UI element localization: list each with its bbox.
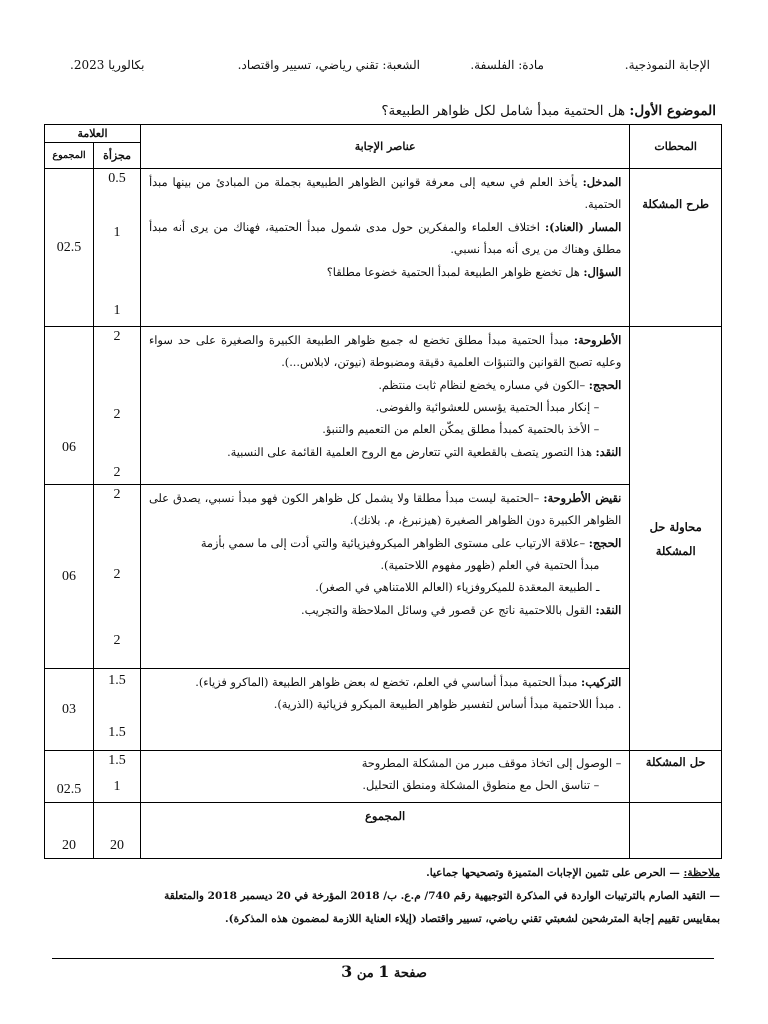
topic-line [56,103,716,119]
intro-total: 02.5 [45,169,94,327]
header-subject: مادة: الفلسفة. [470,58,544,72]
antithesis-total: 06 [45,485,94,669]
header-partial: مجزأة [94,143,141,169]
header-grade: العلامة [45,125,141,143]
exam-header [60,58,710,78]
conclusion-total: 02.5 [45,751,94,803]
synthesis-answer: التركيب: مبدأ الحتمية مبدأ أساسي في العلم، تخضع له بعض ظواهر الطبيعة (الماكرو فزياء). . مبدأ اللاحتمية مبدأ أساس لتفسير ظواهر الطبيعة الميكرو فزيائية (الذرية). [140,669,629,751]
thesis-partials: 2 2 2 [94,327,141,485]
intro-answer: المدخل: يأخذ العلم في سعيه إلى معرفة قوانين الظواهر الطبيعية بجملة من المبادئ من بينها مبدأ الحتمية. المسار (العناد): اختلاف العلماء والمفكرين حول مدى شمول مبدأ الحتمية، فهناك من يرى أنه مبدأ مطلق وهناك من يرى أنه مبدأ نسبي. السؤال: هل تخضع ظواهر الطبيعة لمبدأ الحتمية خضوعا مطلقا؟ [140,169,629,327]
conclusion-partials: 1.5 1 [94,751,141,803]
sum-total: 20 [45,803,94,859]
sum-label: المجموع [140,803,629,859]
note-line-3: بمقاييس تقييم إجابة المترشحين لشعبتي تقني رياضي، تسيير واقتصاد (إيلاء العناية اللازمة لمضمون هذه المذكرة). [224,913,720,925]
header-stages: المحطات [630,125,722,169]
header-branch: الشعبة: تقني رياضي، تسيير واقتصاد. [237,58,420,72]
note-line-2: — التقيد الصارم بالترتيبات الواردة في المذكرة التوجيهية رقم 740/ م.ع. ب/ 2018 المؤرخة في 20 ديسمبر 2018 والمتعلقة [164,890,720,902]
antithesis-partials: 2 2 2 [94,485,141,669]
antithesis-answer: نقيض الأطروحة: –الحتمية ليست مبدأ مطلقا ولا يشمل كل ظواهر الكون فهو مبدأ نسبي، يصدق على الظواهر الكبيرة دون الظواهر الصغيرة (هيزنبرغ، م. بلانك). الحجج: –علاقة الارتياب على مستوى الظواهر الميكروفيزيائية والتي أدت إلى ما سمي بأزمة مبدأ الحتمية في العلم (ظهور مفهوم اللاحتمية). ـ الطبيعة المعقدة للميكروفزياء (العالم اللامتناهي في الصغر). النقد: القول باللاحتمية ناتج عن قصور في وسائل الملاحظة والتجريب. [140,485,629,669]
header-total: المجموع [45,143,94,169]
thesis-answer: الأطروحة: مبدأ الحتمية مبدأ مطلق تخضع له جميع ظواهر الطبيعة الكبيرة والصغيرة على حد سواء وعليه تصبح القوانين والتنبؤات العلمية دقيقة ومضبوطة (نيوتن، لابلاس...). الحجج: –الكون في مساره يخضع لنظام ثابت منتظم. – إنكار مبدأ الحتمية يؤسس للعشوائية والفوضى. – الأخذ بالحتمية كمبدأ مطلق يمكّن العلم من التعميم والتنبؤ. النقد: هذا التصور يتصف بالقطعية التي تتعارض مع الروح العلمية القائمة على النسبية. [140,327,629,485]
synthesis-partials: 1.5 1.5 [94,669,141,751]
conclusion-answer: – الوصول إلى اتخاذ موقف مبرر من المشكلة المطروحة – تناسق الحل مع منطوق المشكلة ومنطق التحليل. [140,751,629,803]
notes-block [44,862,720,931]
footer-divider [52,958,714,959]
header-answer: عناصر الإجابة [140,125,629,169]
topic-label: الموضوع الأول: [629,103,716,119]
grading-table [44,124,722,859]
intro-partials: 0.5 1 1 [94,169,141,327]
page-total: 3 [341,962,353,981]
stage-solution: حل المشكلة [630,751,722,803]
topic-question: هل الحتمية مبدأ شامل لكل ظواهر الطبيعة؟ [381,103,626,119]
header-title: الإجابة النموذجية. [624,58,710,72]
header-exam: بكالوريا 2023. [70,58,145,72]
synthesis-total: 03 [45,669,94,751]
sum-partial: 20 [94,803,141,859]
page-number: 1 [378,962,390,981]
sum-empty [630,803,722,859]
stage-problem: طرح المشكلة [630,169,722,327]
thesis-total: 06 [45,327,94,485]
stage-attempt: محاولة حل المشكلة [630,327,722,751]
page-footer: صفحة 1 من 3 [341,962,427,981]
note-line-1: ملاحظة: — الحرص على تثمين الإجابات المتميزة وتصحيحها جماعيا. [426,867,720,879]
